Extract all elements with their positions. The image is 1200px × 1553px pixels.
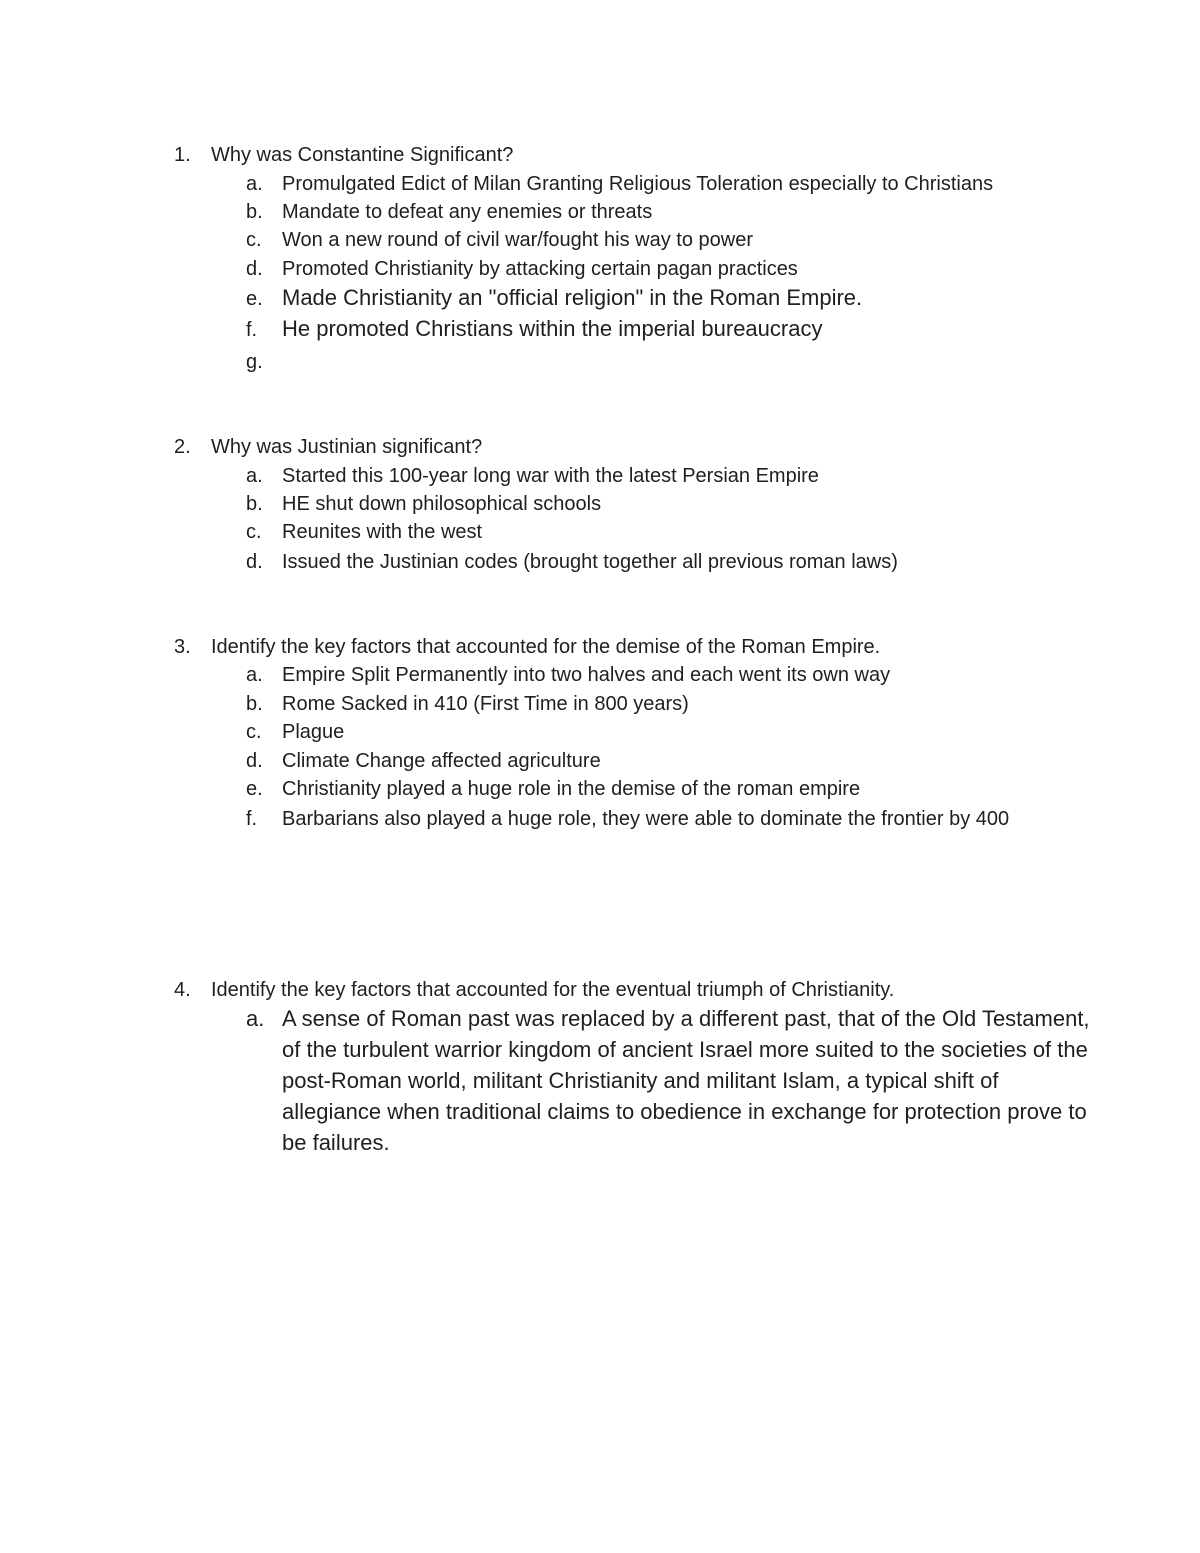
answer-letter: e.	[246, 778, 263, 800]
answer-letter: a.	[246, 173, 263, 195]
answer-letter: d.	[246, 258, 263, 280]
answer-letter: a.	[246, 465, 263, 487]
answer-text: Mandate to defeat any enemies or threats	[282, 201, 653, 223]
question-text: Identify the key factors that accounted for the eventual triumph of Christianity.	[211, 979, 895, 1001]
answer-text: Promulgated Edict of Milan Granting Religious Toleration especially to Christians	[282, 173, 994, 195]
answer-text: Barbarians also played a huge role, they were able to dominate the frontier by 400	[282, 808, 1010, 830]
question-text: Why was Justinian significant?	[211, 436, 483, 458]
question-number: 3.	[174, 636, 191, 658]
answer-letter: c.	[246, 229, 262, 251]
answer-text: A sense of Roman past was replaced by a different past, that of the Old Testament, of the turbulent warrior kingdom of ancient Israel more suited to the societies of the post-Roman world, militant Christianity and militant Islam, a typical shift of allegiance when traditional claims to obedience in exchange for protection prove to be failures.	[282, 1006, 1090, 1155]
answer-letter: a.	[246, 1006, 265, 1031]
answer-letter: a.	[246, 664, 263, 686]
answer-text: Climate Change affected agriculture	[282, 750, 601, 772]
question-number: 4.	[174, 979, 191, 1001]
answer-text: Won a new round of civil war/fought his way to power	[282, 229, 753, 251]
answer-text: Promoted Christianity by attacking certain pagan practices	[282, 258, 798, 280]
answer-letter: f.	[246, 319, 258, 341]
answer-text: Started this 100-year long war with the latest Persian Empire	[282, 465, 819, 487]
answer-text: Rome Sacked in 410 (First Time in 800 years)	[282, 693, 689, 715]
answer-text: Issued the Justinian codes (brought together all previous roman laws)	[282, 551, 898, 573]
question-number: 2.	[174, 436, 191, 458]
answer-text: Christianity played a huge role in the demise of the roman empire	[282, 778, 861, 800]
answer-letter: b.	[246, 201, 263, 223]
answer-text: Reunites with the west	[282, 521, 483, 543]
question-text: Why was Constantine Significant?	[211, 144, 514, 166]
answer-letter: d.	[246, 750, 263, 772]
answer-letter: e.	[246, 288, 263, 310]
answer-letter: g.	[246, 351, 263, 373]
question-number: 1.	[174, 144, 191, 166]
answer-text: Empire Split Permanently into two halves and each went its own way	[282, 664, 891, 686]
answer-text: Made Christianity an "official religion" in the Roman Empire.	[282, 285, 863, 310]
answer-letter: b.	[246, 693, 263, 715]
answer-text: Plague	[282, 721, 345, 743]
answer-text: HE shut down philosophical schools	[282, 493, 602, 515]
question-text: Identify the key factors that accounted for the demise of the Roman Empire.	[211, 636, 881, 658]
answer-letter: f.	[246, 808, 258, 830]
answer-letter: c.	[246, 721, 262, 743]
answer-letter: d.	[246, 551, 263, 573]
answer-text: He promoted Christians within the imperial bureaucracy	[282, 316, 823, 341]
answer-letter: c.	[246, 521, 262, 543]
answer-letter: b.	[246, 493, 263, 515]
